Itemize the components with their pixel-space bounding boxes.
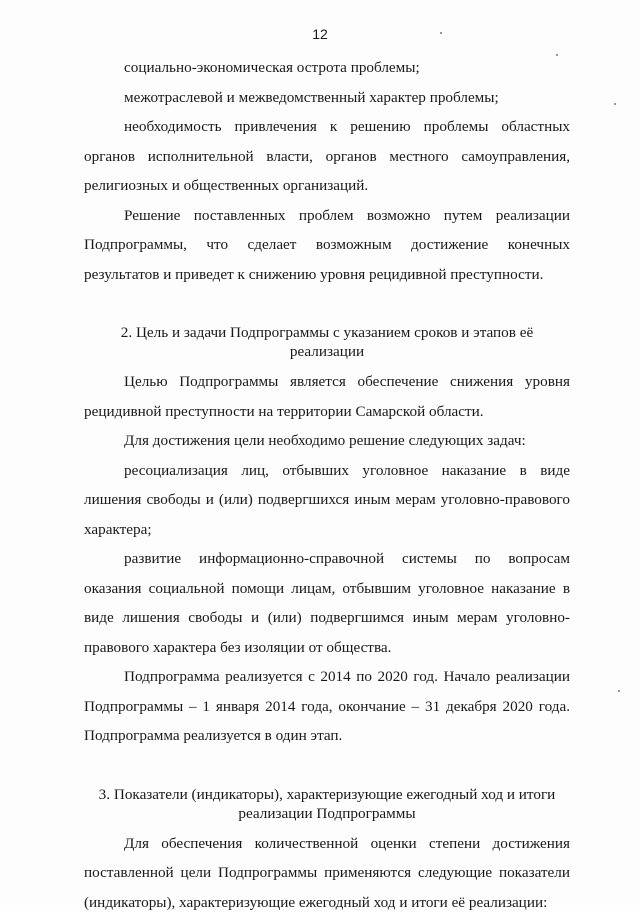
spacer [84,289,570,323]
heading-line: 3. Показатели (индикаторы), характеризующие ежегодный ход и итоги [84,785,570,804]
section-3-heading [84,785,570,823]
heading-line: реализации Подпрограммы [84,804,570,823]
section-2-heading [84,323,570,361]
document-body [84,53,570,917]
scan-speck [614,103,616,105]
heading-line: 2. Цель и задачи Подпрограммы с указанием сроков и этапов её [84,323,570,342]
paragraph: Для достижения цели необходимо решение следующих задач: [84,426,570,456]
paragraph: Целью Подпрограммы является обеспечение снижения уровня рецидивной преступности на территории Самарской области. [84,367,570,426]
paragraph: межотраслевой и межведомственный характер проблемы; [84,83,570,113]
paragraph: Решение поставленных проблем возможно путем реализации Подпрограммы, что сделает возможным достижение конечных результатов и приведет к снижению уровня рецидивной преступности. [84,201,570,290]
paragraph: ресоциализация лиц, отбывших уголовное наказание в виде лишения свободы и (или) подвергшихся иным мерам уголовно-правового характера; [84,456,570,545]
page-number: 12 [0,26,640,42]
scan-speck [440,32,442,34]
spacer [84,751,570,785]
paragraph: социально-экономическая острота проблемы; [84,53,570,83]
scan-speck [556,54,558,56]
heading-line: реализации [84,342,570,361]
paragraph: развитие информационно-справочной системы по вопросам оказания социальной помощи лицам, отбывшим уголовное наказание в виде лишения свободы и (или) подвергшимся иным мерам уголовно-правового характера без изоляции от общества. [84,544,570,662]
paragraph: Для обеспечения количественной оценки степени достижения поставленной цели Подпрограммы применяются следующие показатели (индикаторы), характеризующие ежегодный ход и итоги её реализации: [84,829,570,917]
scan-speck [618,690,620,692]
paragraph: необходимость привлечения к решению проблемы областных органов исполнительной власти, органов местного самоуправления, религиозных и общественных организаций. [84,112,570,201]
paragraph: Подпрограмма реализуется с 2014 по 2020 год. Начало реализации Подпрограммы – 1 января 2014 года, окончание – 31 декабря 2020 года. Подпрограмма реализуется в один этап. [84,662,570,751]
